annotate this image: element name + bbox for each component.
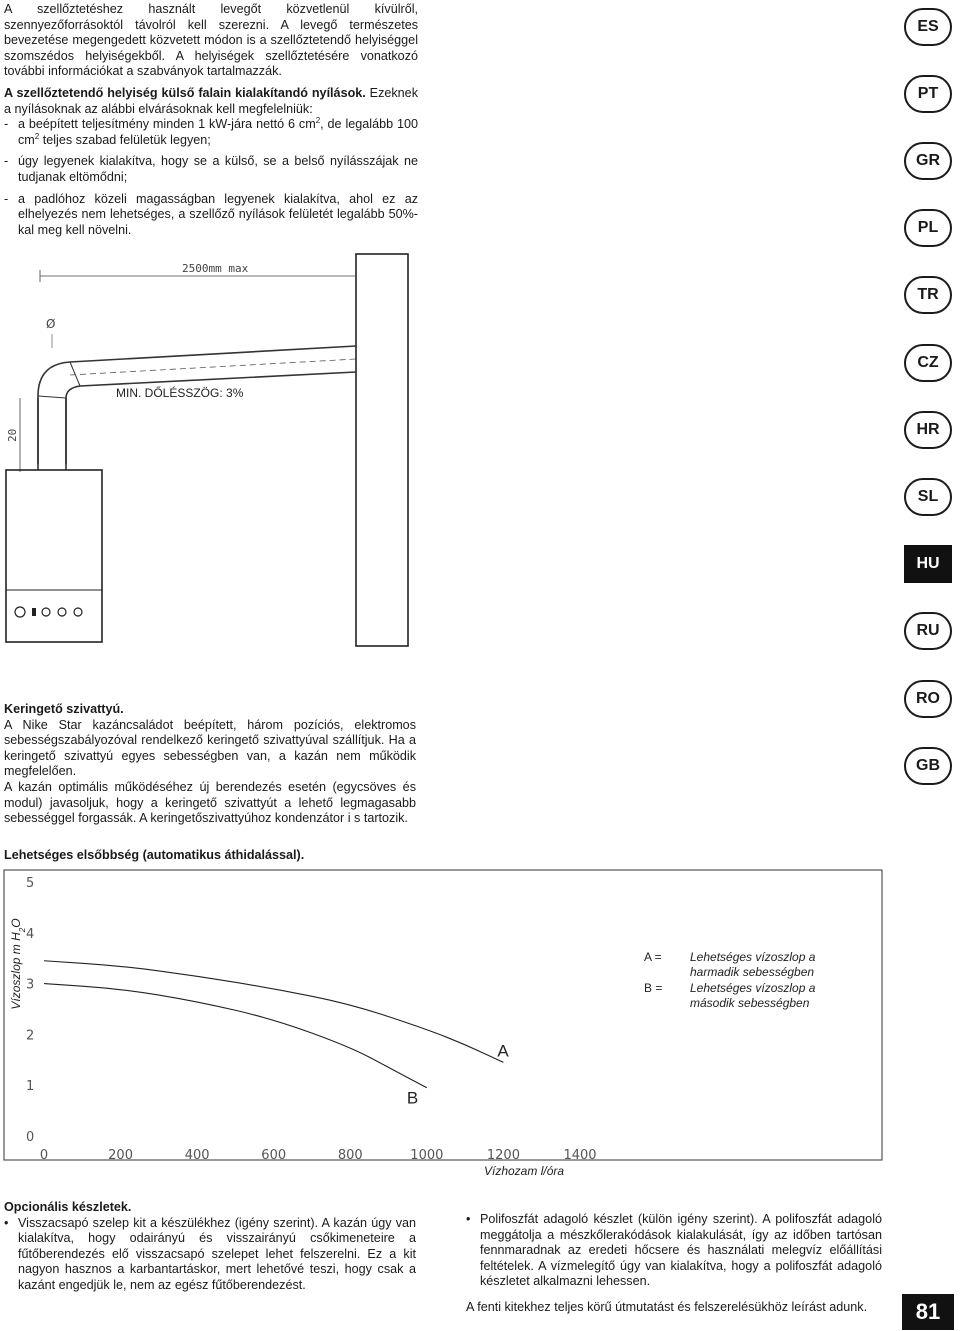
series-line-a xyxy=(44,961,503,1063)
options-heading: Opcionális készletek. xyxy=(4,1200,132,1214)
y-tick-label: 2 xyxy=(26,1028,35,1044)
dimension-20-label: 20 xyxy=(6,428,19,442)
pump-curve-chart xyxy=(0,864,900,1184)
boiler-knob-icon xyxy=(42,608,50,616)
series-label-b: B xyxy=(406,1088,419,1108)
tab-lang-gr[interactable]: GR xyxy=(904,142,952,180)
vents-paragraph xyxy=(4,86,418,117)
dimension-2500-label: 2500mm max xyxy=(182,262,249,275)
tab-lang-hu[interactable]: HU xyxy=(904,545,952,583)
x-tick-label: 1200 xyxy=(486,1148,520,1163)
y-tick-label: 0 xyxy=(26,1130,35,1145)
list-item xyxy=(4,117,418,148)
tab-lang-tr[interactable]: TR xyxy=(904,276,952,314)
list-item xyxy=(4,1216,416,1294)
y-tick-label: 1 xyxy=(26,1079,35,1095)
intro-paragraph: A szellőztetéshez használt levegőt közvetlenül kívülről, szennyezőforrásoktól távolról kell szerezni. A levegő természetes bevezetése megengedett közvetett módon is a szellőztetendő helyiséggel szomszédos helyiségekből. A helyiségek szellőztetésére vonatkozó további információkat a szabványok tartalmazzák. xyxy=(4,2,418,79)
chart-title: Lehetséges elsőbbség (automatikus áthidalással). xyxy=(4,848,305,862)
req1-part-b: , de legalább 100 cm xyxy=(18,117,419,147)
x-tick-label: 600 xyxy=(261,1148,287,1163)
list-item xyxy=(4,192,418,239)
boiler-control-icon xyxy=(32,608,36,616)
x-tick-group xyxy=(40,1148,597,1163)
x-tick-label: 400 xyxy=(184,1148,210,1163)
legend-text-b-1: Lehetséges vízoszlop a xyxy=(690,981,816,995)
check-valve-kit-text: Visszacsapó szelep kit a készülékhez (igény szerint). A kazán úgy van kialakítva, hogy odairányú és visszairányú csőkimeneteire a fűtőberendezés elő visszacsapó szelepet lehet felszerelni. Ez a kit nagyon hasznos a karbantartáskor, mert lehetővé teszi, hogy csak a kazánt engedjük le, nem az egész fűtőberendezést. xyxy=(18,1215,416,1292)
y-tick-label: 5 xyxy=(26,876,35,891)
wall xyxy=(356,254,408,646)
req1-sup: 2 xyxy=(315,115,321,125)
tab-lang-es[interactable]: ES xyxy=(904,8,952,46)
flue-pipe xyxy=(38,346,356,464)
y-axis-label-sub: 2 xyxy=(17,927,27,933)
y-axis-label-end: O xyxy=(9,918,23,928)
legend-text-b-2: második sebességben xyxy=(690,996,810,1010)
tab-lang-gb[interactable]: GB xyxy=(904,747,952,785)
y-tick-label: 4 xyxy=(26,926,35,942)
series-line-b xyxy=(44,984,427,1088)
req1-sup2: 2 xyxy=(34,131,40,141)
list-item xyxy=(4,154,418,185)
vents-heading: A szellőztetendő helyiség külső falain kialakítandó nyílások. xyxy=(4,85,366,100)
pump-section xyxy=(4,702,416,827)
boiler-knob-icon xyxy=(58,608,66,616)
vent-requirement-3: a padlóhoz közeli magasságban legyenek kialakítva, ahol ez az elhelyezés nem lehetséges, a szellőző nyílások felületét legalább 50%-kal meg kell növelni. xyxy=(18,191,418,237)
legend-key-b: B = xyxy=(644,981,663,995)
x-tick-label: 1000 xyxy=(410,1148,444,1163)
x-axis-label: Vízhozam l/óra xyxy=(484,1164,565,1178)
intro-section xyxy=(4,2,418,238)
y-axis-label xyxy=(9,918,27,1009)
y-tick-group xyxy=(26,876,34,1145)
vent-requirement-1 xyxy=(18,117,418,148)
req1-part-a: a beépített teljesítmény minden 1 kW-jára nettó 6 cm xyxy=(18,117,316,132)
legend-key-a: A = xyxy=(644,950,662,964)
diameter-label: Ø xyxy=(46,317,56,331)
x-tick-label: 0 xyxy=(39,1148,49,1163)
tab-lang-cz[interactable]: CZ xyxy=(904,344,952,382)
dash-marker: - xyxy=(4,117,9,132)
dash-marker: - xyxy=(4,154,9,169)
legend-text-a-2: harmadik sebességben xyxy=(690,965,815,979)
y-tick-label: 3 xyxy=(26,977,35,993)
boiler-gauge-icon xyxy=(15,607,25,617)
pump-paragraph-1: A Nike Star kazáncsaládot beépített, három pozíciós, elektromos sebességszabályozóval rendelkező keringető szivattyúval szállítjuk. Ha a keringető szivattyú egyes sebességben van, a kazán nem működik megfelelően. xyxy=(4,717,416,779)
slope-line xyxy=(70,359,356,375)
series-group xyxy=(44,961,509,1108)
boiler xyxy=(6,470,102,642)
tab-lang-ro[interactable]: RO xyxy=(904,680,952,718)
flue-installation-diagram xyxy=(0,248,414,650)
pump-paragraph-2: A kazán optimális működéséhez új berendezés esetén (egycsöves és modul) javasoljuk, hogy a keringető szivattyút a lehető legmagasabb sebességgel forgassák. A keringetőszivattyúhoz kondenzátor i s tartozik. xyxy=(4,779,416,826)
x-tick-label: 800 xyxy=(337,1148,363,1163)
tab-lang-sl[interactable]: SL xyxy=(904,478,952,516)
vent-requirement-2: úgy legyenek kialakítva, hogy se a külső, se a belső nyílásszájak ne tudjanak eltömődni; xyxy=(18,154,418,184)
list-item xyxy=(466,1212,882,1290)
x-tick-label: 1400 xyxy=(563,1148,597,1163)
x-tick-label: 200 xyxy=(108,1148,133,1163)
options-left xyxy=(4,1200,416,1294)
options-footer: A fenti kitekhez teljes körű útmutatást és felszerelésükhöz leírást adunk. xyxy=(466,1299,868,1314)
vents-intro: Ezeknek a nyílásoknak az alábbi elvárásoknak kell megfelelniük: xyxy=(4,85,418,116)
pipe-joint xyxy=(70,362,80,386)
y-axis-label-main: Vízoszlop m H xyxy=(9,932,23,1010)
bullet-marker: • xyxy=(466,1212,471,1226)
options-right xyxy=(466,1212,882,1316)
polyphosphate-kit-text: Polifoszfát adagoló készlet (külön igény szerint). A polifoszfát adagoló meggátolja a mészkőlerakódások kialakulását, így az időben tartósan fennmaradnak az eredeti hőcsere és használati melegvíz előállítási feltételek. A vízmelegítő úgy van kialakítva, hogy a polifoszfát adagoló készletet alkalmazni lehessen. xyxy=(480,1212,882,1289)
req1-part-c: teljes szabad felületük legyen; xyxy=(39,132,211,147)
slope-label: MIN. DŐLÉSSZÖG: 3% xyxy=(116,386,244,400)
boiler-knob-icon xyxy=(74,608,82,616)
series-label-a: A xyxy=(497,1041,509,1061)
dash-marker: - xyxy=(4,191,9,206)
tab-lang-pt[interactable]: PT xyxy=(904,75,952,113)
tab-lang-pl[interactable]: PL xyxy=(904,209,952,247)
chart-frame xyxy=(4,870,882,1160)
tab-lang-hr[interactable]: HR xyxy=(904,411,952,449)
page-number: 81 xyxy=(902,1294,954,1330)
pump-heading: Keringető szivattyú. xyxy=(4,702,124,716)
bullet-marker: • xyxy=(4,1215,9,1230)
legend-text-a-1: Lehetséges vízoszlop a xyxy=(690,950,816,964)
tab-lang-ru[interactable]: RU xyxy=(904,612,952,650)
pipe-joint xyxy=(38,396,66,398)
